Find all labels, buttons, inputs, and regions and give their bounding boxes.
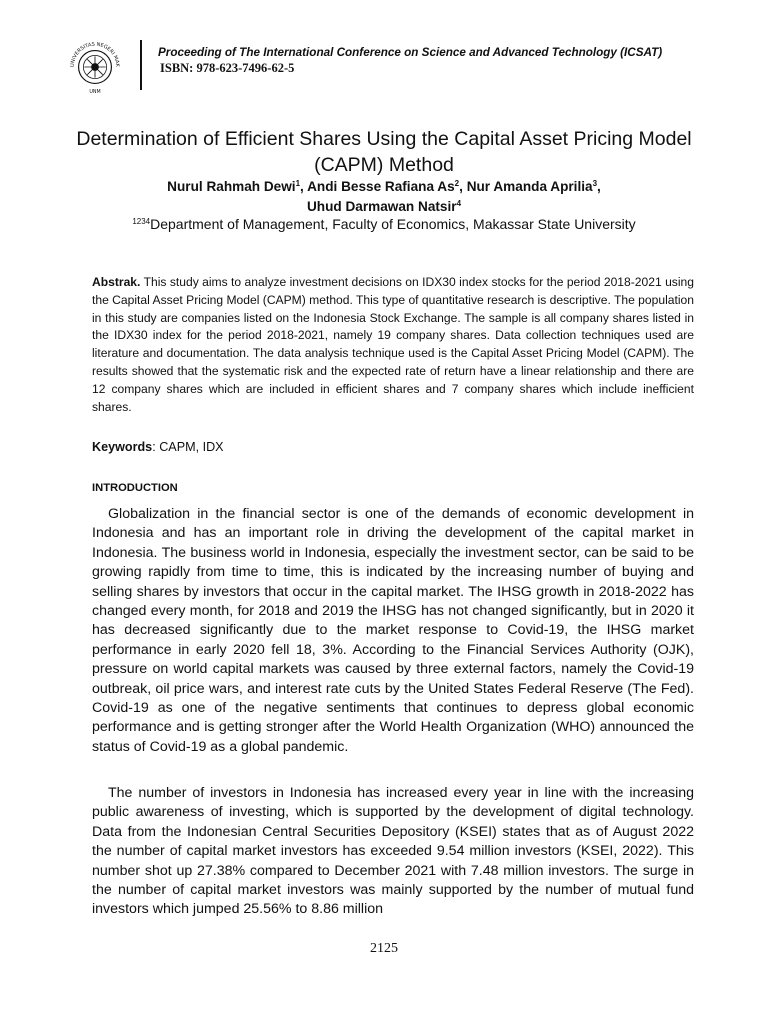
author: Andi Besse Rafiana As$^2$, [307,179,467,194]
conference-name: Proceeding of The International Conference on Science and Advanced Technology (ICSAT) [158,46,663,59]
author: Nurul Rahmah Dewi$^1$, [167,179,308,194]
keywords [92,440,224,454]
university-seal-icon [66,38,124,96]
keywords-text: : CAPM, IDX [152,440,224,454]
author-list [60,177,708,217]
svg-text:UNM: UNM [89,90,101,96]
isbn: ISBN: 978-623-7496-62-5 [160,61,295,75]
paper-title: Determination of Efficient Shares Using the Capital Asset Pricing Model (CAPM) Method [76,128,692,176]
header-divider [140,40,142,90]
running-header [66,36,726,96]
author: Nur Amanda Aprilia$^3$, [466,179,601,194]
body-paragraph: Globalization in the financial sector is one of the demands of economic development in Indonesia and has an important role in driving the development of the capital market in Indonesia. The business world in Indonesia, especially the investment sector, can be said to be growing rapidly from time to time, this is indicated by the increasing number of buying and selling shares by investors that occur in the capital market. The IHSG growth in 2018-2022 has changed every month, for 2018 and 2019 the IHSG has not changed significantly, but in 2020 it has decreased significantly due to the market response to Covid-19, the IHSG market performance in early 2020 fell 18, 3%. According to the Financial Services Authority (OJK), pressure on world capital markets was caused by three external factors, namely the Covid-19 outbreak, oil price wars, and interest rate cuts by the United States Federal Reserve (The Fed). Covid-19 as one of the negative sentiments that continues to depress global economic performance and is getting stronger after the World Health Organization (WHO) announced the status of Covid-19 as a global pandemic. [92,506,694,755]
keywords-label: Keywords [92,440,153,454]
page-number: 2125 [370,941,398,956]
body-paragraph: The number of investors in Indonesia has increased every year in line with the increasing public awareness of investing, which is supported by the development of digital technology. Data from the Indonesian Central Securities Depository (KSEI) states that as of August 2022 the number of capital market investors has exceeded 9.54 million investors (KSEI, 2022). This number shot up 27.38% compared to December 2021 with 7.48 million investors. The surge in the number of capital market investors was mainly supported by the number of mutual fund investors which jumped 25.56% to 8.86 million [92,785,694,918]
author: Uhud Darmawan Natsir$^4$ [306,199,462,214]
abstract-label: Abstrak. [92,275,141,289]
abstract-text: This study aims to analyze investment decisions on IDX30 index stocks for the period 2018-2021 using the Capital Asset Pricing Model (CAPM) method. This type of quantitative research is descriptive. The population in this study are companies listed on the Indonesia Stock Exchange. The sample is all company shares listed in the IDX30 index for the period 2018-2021, namely 19 company shares. Data collection techniques used are literature and documentation. The data analysis technique used is the Capital Asset Pricing Model (CAPM). The results showed that the systematic risk and the expected rate of return have a linear relationship and there are 12 company shares which are included in efficient shares and 7 company shares which include inefficient shares. [92,275,694,414]
affiliation: $^{1234}$Department of Management, Faculty of Economics, Makassar State University [132,216,636,232]
svg-text:UNIVERSITAS NEGERI MAKASSAR: UNIVERSITAS NEGERI MAK [69,41,121,68]
abstract [92,274,694,416]
section-heading: INTRODUCTION [92,482,178,494]
